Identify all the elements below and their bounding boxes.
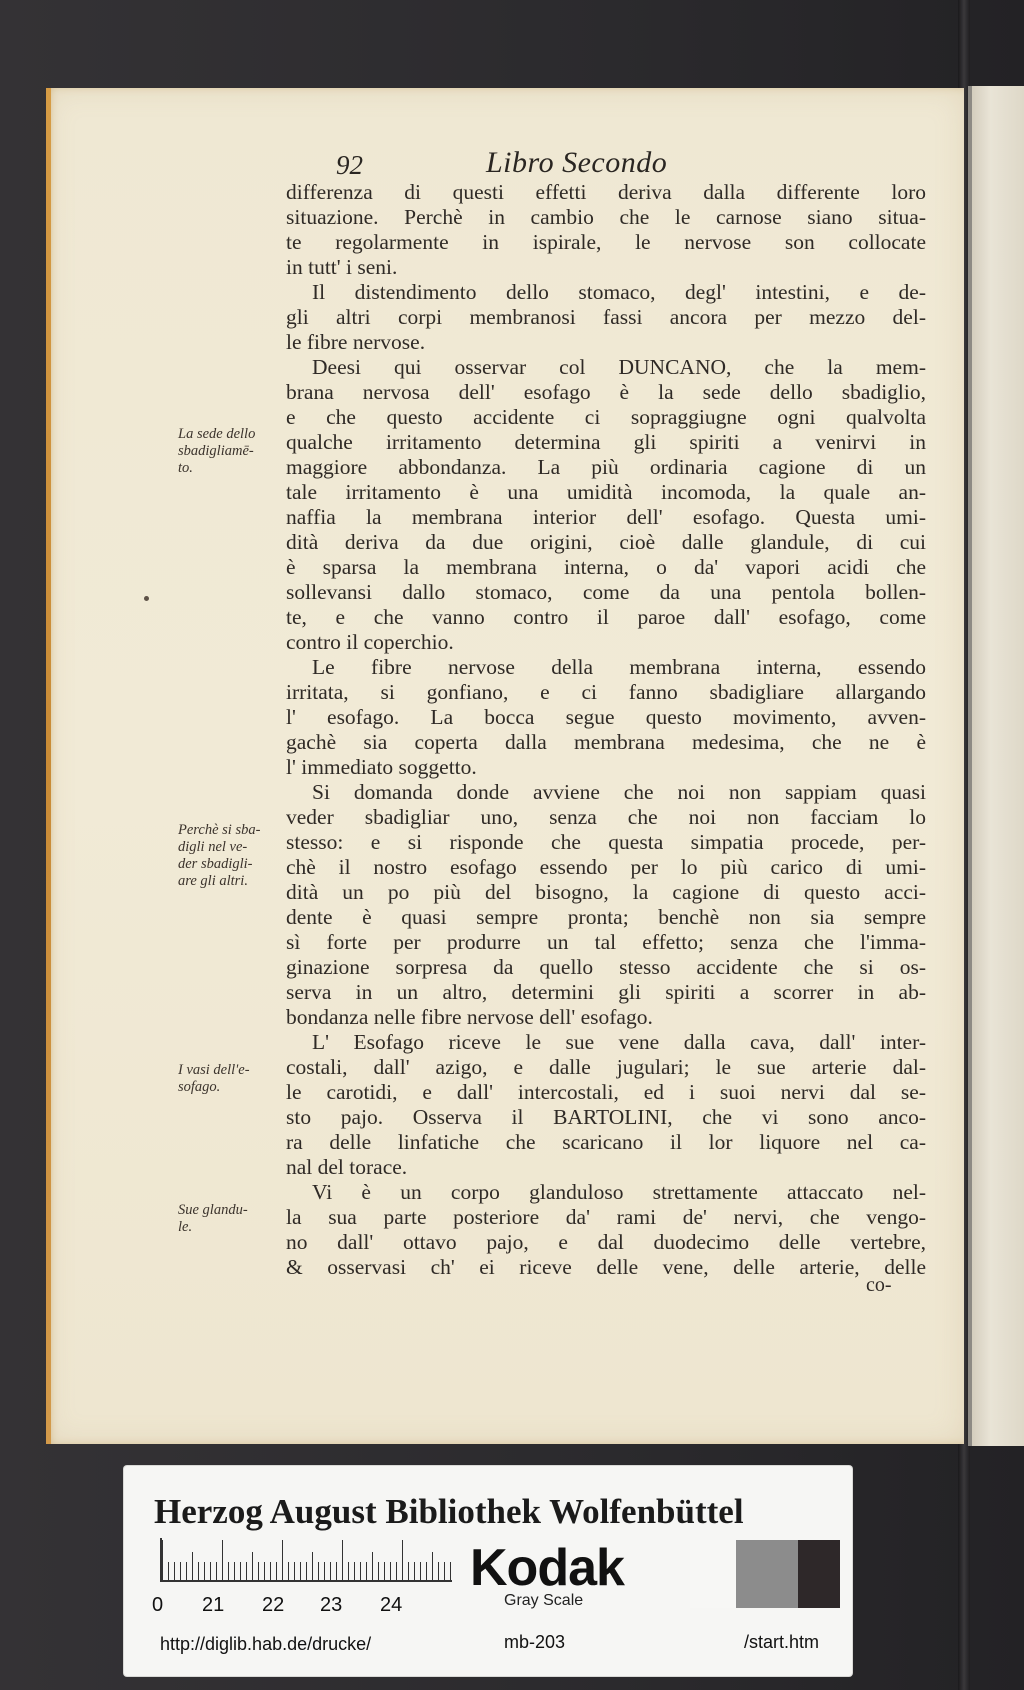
ruler-label: 23 — [320, 1594, 343, 1616]
margin-note — [178, 822, 282, 890]
ruler-tick — [288, 1562, 289, 1580]
text-line: tale irritamento è una umidità incomoda, la quale an- — [286, 480, 926, 504]
ruler-tick — [162, 1540, 163, 1580]
ruler-tick — [252, 1552, 253, 1580]
text-line: gachè sia coperta dalla membrana medesima, che ne è — [286, 730, 926, 754]
text-line: sì forte per produrre un tal effetto; senza che l'imma- — [286, 930, 926, 954]
text-line: L' Esofago riceve le sue vene dalla cava, dall' inter- — [312, 1030, 926, 1054]
margin-note — [178, 1202, 282, 1236]
ruler-tick — [270, 1562, 271, 1580]
ruler-tick — [300, 1562, 301, 1580]
margin-note-line: are gli altri. — [178, 873, 248, 889]
ruler-tick — [174, 1562, 175, 1580]
ruler-tick — [396, 1562, 397, 1580]
text-line: sto pajo. Osserva il BARTOLINI, che vi sono anco- — [286, 1105, 926, 1129]
ruler-tick — [204, 1562, 205, 1580]
text-line: brana nervosa dell' esofago è la sede dello sbadiglio, — [286, 380, 926, 404]
text-line: qualche irritamento determina gli spiriti a venirvi in — [286, 430, 926, 454]
ruler-tick — [294, 1562, 295, 1580]
ruler-tick — [384, 1562, 385, 1580]
ruler-tick — [312, 1552, 313, 1580]
margin-note-line: Perchè si sba- — [178, 822, 261, 838]
text-line: dente è quasi sempre pronta; benchè non sia sempre — [286, 905, 926, 929]
ruler-tick — [330, 1562, 331, 1580]
text-line: no dall' ottavo pajo, e dal duodecimo delle vertebre, — [286, 1230, 926, 1254]
ruler-tick — [240, 1562, 241, 1580]
margin-note-line: La sede dello — [178, 426, 256, 442]
institution-name: Herzog August Bibliothek Wolfenbüttel — [154, 1492, 744, 1531]
gray-scale-label: Gray Scale — [504, 1592, 584, 1609]
text-line: in tutt' i seni. — [286, 255, 398, 279]
text-line: ginazione sorpresa da quello stesso accidente che si os- — [286, 955, 926, 979]
ruler-tick — [414, 1562, 415, 1580]
ruler-tick — [234, 1562, 235, 1580]
margin-note — [178, 426, 282, 477]
ruler-tick — [186, 1562, 187, 1580]
text-line: le fibre nervose. — [286, 330, 426, 354]
ruler-tick — [228, 1562, 229, 1580]
text-line: è sparsa la membrana interna, o da' vapori acidi che — [286, 555, 926, 579]
margin-note-line: sbadigliamē- — [178, 443, 254, 459]
color-checker-card — [124, 1466, 852, 1676]
gray-swatch-mid — [736, 1540, 798, 1608]
text-line: contro il coperchio. — [286, 630, 454, 654]
ruler-label: 0 — [152, 1594, 164, 1616]
text-line: chè il nostro esofago essendo per lo più carico di umi- — [286, 855, 926, 879]
text-line: dità un po più del bisogno, la cagione di questo acci- — [286, 880, 926, 904]
ruler-tick — [420, 1562, 421, 1580]
text-line: la sua parte posteriore da' rami de' nervi, che vengo- — [286, 1205, 926, 1229]
ruler-tick — [426, 1562, 427, 1580]
ruler-tick — [210, 1562, 211, 1580]
text-line: & osservasi ch' ei riceve delle vene, delle arterie, delle — [286, 1255, 926, 1279]
text-line: Si domanda donde avviene che noi non sappiam quasi — [312, 780, 926, 804]
kodak-logo: Kodak — [470, 1539, 624, 1597]
text-line: l' immediato soggetto. — [286, 755, 477, 779]
text-line: e che questo accidente ci sopraggiugne ogni qualvolta — [286, 405, 926, 429]
start-link[interactable]: /start.htm — [744, 1632, 820, 1652]
margin-note-line: to. — [178, 460, 193, 476]
text-line: irritata, si gonfiano, e ci fanno sbadigliare allargando — [286, 680, 926, 704]
text-line: costali, dall' azigo, e dalle jugulari; le sue arterie dal- — [286, 1055, 926, 1079]
margin-note-line: der sbadigli- — [178, 856, 253, 872]
ruler-tick — [198, 1562, 199, 1580]
text-line: veder sbadigliar uno, senza che noi non facciam lo — [286, 805, 926, 829]
text-line: gli altri corpi membranosi fassi ancora per mezzo del- — [286, 305, 926, 329]
text-line: maggiore abbondanza. La più ordinaria cagione di un — [286, 455, 926, 479]
catchword: co- — [866, 1274, 892, 1296]
ruler-tick — [168, 1562, 169, 1580]
ruler-tick — [276, 1562, 277, 1580]
ruler-tick — [246, 1562, 247, 1580]
ruler-tick — [348, 1562, 349, 1580]
text-line: te regolarmente in ispirale, le nervose son collocate — [286, 230, 926, 254]
ruler-tick — [258, 1562, 259, 1580]
margin-note-line: le. — [178, 1219, 193, 1235]
ruler-label: 22 — [262, 1594, 285, 1616]
margin-note-line: I vasi dell'e- — [178, 1062, 250, 1078]
text-line: stesso: e si risponde che questa simpatia procede, per- — [286, 830, 926, 854]
ruler-tick — [192, 1552, 193, 1580]
adjacent-page — [968, 86, 1024, 1446]
ruler-tick — [222, 1540, 223, 1580]
shelfmark: mb-203 — [504, 1632, 566, 1652]
ruler-tick — [180, 1562, 181, 1580]
ruler-tick — [366, 1562, 367, 1580]
ruler-tick — [444, 1562, 445, 1580]
margin-note-line: Sue glandu- — [178, 1202, 248, 1218]
body-text — [286, 180, 926, 1280]
text-line: te, e che vanno contro il paroe dall' esofago, come — [286, 605, 926, 629]
ruler-tick — [402, 1540, 403, 1580]
text-line: sollevansi dallo stomaco, come da una pentola bollen- — [286, 580, 926, 604]
book-page — [46, 88, 964, 1444]
scale-ruler — [160, 1538, 452, 1582]
ruler-tick — [318, 1562, 319, 1580]
ruler-tick — [432, 1552, 433, 1580]
ruler-tick — [408, 1562, 409, 1580]
ruler-tick — [378, 1562, 379, 1580]
ruler-tick — [450, 1562, 451, 1580]
ruler-tick — [354, 1562, 355, 1580]
ruler-label: 21 — [202, 1594, 225, 1616]
text-line: bondanza nelle fibre nervose dell' esofago. — [286, 1005, 653, 1029]
ruler-tick — [390, 1562, 391, 1580]
ruler-tick — [306, 1562, 307, 1580]
text-line: Il distendimento dello stomaco, degl' intestini, e de- — [312, 280, 926, 304]
margin-note-line: sofago. — [178, 1079, 221, 1095]
ruler-tick — [324, 1562, 325, 1580]
text-line: l' esofago. La bocca segue questo movimento, avven- — [286, 705, 926, 729]
ruler-tick — [216, 1562, 217, 1580]
gray-swatch-white — [690, 1540, 736, 1608]
text-line: ra delle linfatiche che scaricano il lor liquore nel ca- — [286, 1130, 926, 1154]
ruler-label: 24 — [380, 1594, 403, 1616]
ruler-tick — [438, 1562, 439, 1580]
ruler-tick — [342, 1540, 343, 1580]
text-line: nal del torace. — [286, 1155, 408, 1179]
text-line: dità deriva da due origini, cioè dalle glandule, di cui — [286, 530, 926, 554]
ruler-tick — [336, 1562, 337, 1580]
text-line: Le fibre nervose della membrana interna, essendo — [312, 655, 926, 679]
gray-swatch-black — [798, 1540, 840, 1608]
text-line: situazione. Perchè in cambio che le carnose siano situa- — [286, 205, 926, 229]
margin-note-line: digli nel ve- — [178, 839, 248, 855]
text-line: le carotidi, e dall' intercostali, ed i suoi nervi dal se- — [286, 1080, 926, 1104]
page-number: 92 — [336, 150, 363, 180]
text-line: Vi è un corpo glanduloso strettamente attaccato nel- — [312, 1180, 926, 1204]
text-line: differenza di questi effetti deriva dalla differente loro — [286, 180, 926, 204]
ruler-tick — [264, 1562, 265, 1580]
ruler-tick — [372, 1552, 373, 1580]
text-line: naffia la membrana interior dell' esofago. Questa umi- — [286, 505, 926, 529]
ruler-tick — [360, 1562, 361, 1580]
text-line: serva in un altro, determini gli spiriti a scorrer in ab- — [286, 980, 926, 1004]
running-title: Libro Secondo — [486, 146, 668, 179]
library-url[interactable]: http://diglib.hab.de/drucke/ — [160, 1634, 372, 1654]
margin-note — [178, 1062, 282, 1096]
adjacent-page-edge — [968, 86, 972, 1446]
text-line: Deesi qui osservar col DUNCANO, che la mem- — [312, 355, 926, 379]
ruler-tick — [282, 1540, 283, 1580]
ink-spot — [144, 596, 149, 601]
